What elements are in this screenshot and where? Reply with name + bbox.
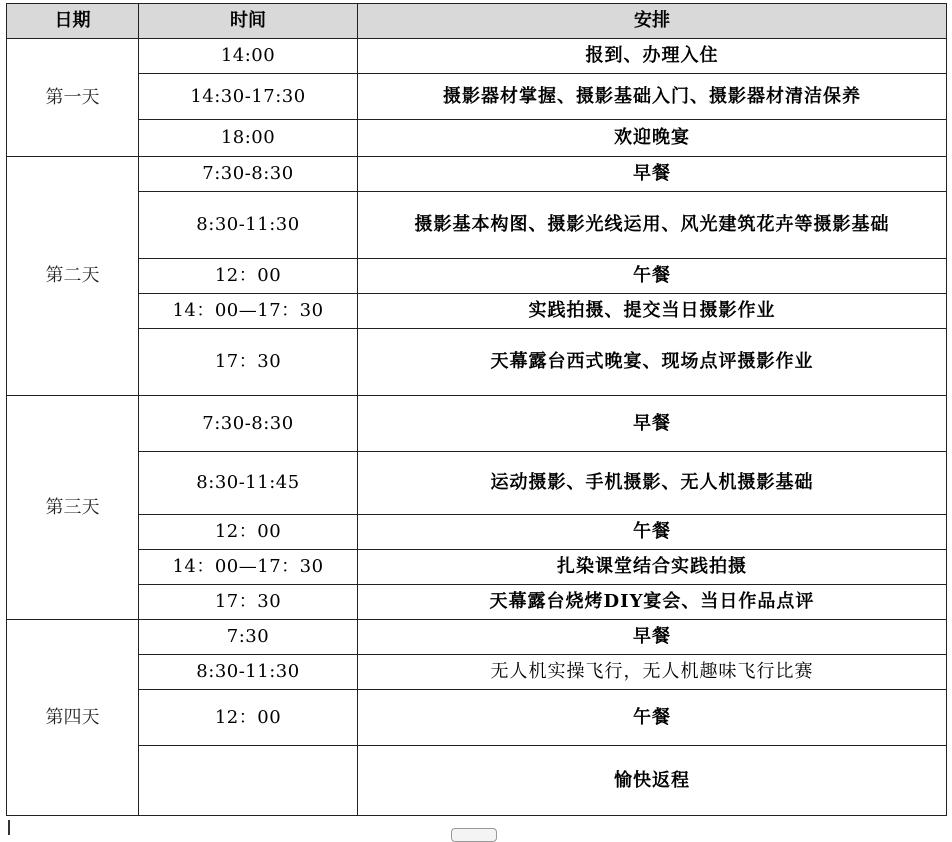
table-row (7, 655, 947, 690)
plan-cell: 欢迎晚宴 (358, 120, 947, 157)
time-cell: 14:30-17:30 (139, 74, 358, 120)
table-row (7, 74, 947, 120)
table-row (7, 294, 947, 329)
plan-cell: 扎染课堂结合实践拍摄 (358, 550, 947, 585)
plan-cell: 早餐 (358, 157, 947, 192)
plan-cell: 午餐 (358, 515, 947, 550)
plan-cell: 天幕露台西式晚宴、现场点评摄影作业 (358, 329, 947, 396)
time-cell: 18:00 (139, 120, 358, 157)
plan-cell: 午餐 (358, 259, 947, 294)
time-cell: 7:30-8:30 (139, 157, 358, 192)
floating-handle[interactable] (451, 828, 497, 842)
table-row (7, 259, 947, 294)
table-row (7, 690, 947, 746)
plan-cell: 摄影基本构图、摄影光线运用、风光建筑花卉等摄影基础 (358, 192, 947, 259)
text-cursor (8, 820, 10, 835)
time-cell: 17：30 (139, 585, 358, 620)
day-label: 第一天 (7, 39, 139, 157)
table-row (7, 39, 947, 74)
table-row (7, 192, 947, 259)
time-cell (139, 746, 358, 816)
table-row (7, 550, 947, 585)
plan-cell: 运动摄影、手机摄影、无人机摄影基础 (358, 452, 947, 515)
time-cell: 12：00 (139, 259, 358, 294)
plan-cell: 实践拍摄、提交当日摄影作业 (358, 294, 947, 329)
day-label: 第二天 (7, 157, 139, 396)
time-cell: 14：00—17：30 (139, 294, 358, 329)
plan-cell: 报到、办理入住 (358, 39, 947, 74)
table-row (7, 120, 947, 157)
plan-cell: 早餐 (358, 396, 947, 452)
table-row (7, 746, 947, 816)
header-date: 日期 (7, 4, 139, 39)
table-row (7, 515, 947, 550)
time-cell: 7:30 (139, 620, 358, 655)
time-cell: 12：00 (139, 515, 358, 550)
time-cell: 14：00—17：30 (139, 550, 358, 585)
time-cell: 8:30-11:30 (139, 655, 358, 690)
day-label: 第四天 (7, 620, 139, 816)
time-cell: 12：00 (139, 690, 358, 746)
header-plan: 安排 (358, 4, 947, 39)
plan-cell: 天幕露台烧烤DIY宴会、当日作品点评 (358, 585, 947, 620)
table-row (7, 157, 947, 192)
time-cell: 8:30-11:30 (139, 192, 358, 259)
time-cell: 14:00 (139, 39, 358, 74)
schedule-table (6, 3, 947, 816)
plan-cell: 午餐 (358, 690, 947, 746)
plan-cell: 愉快返程 (358, 746, 947, 816)
table-row (7, 585, 947, 620)
plan-cell: 摄影器材掌握、摄影基础入门、摄影器材清洁保养 (358, 74, 947, 120)
table-row (7, 329, 947, 396)
plan-cell: 无人机实操飞行，无人机趣味飞行比赛 (358, 655, 947, 690)
day-label: 第三天 (7, 396, 139, 620)
header-row (7, 4, 947, 39)
table-row (7, 452, 947, 515)
table-row (7, 396, 947, 452)
plan-cell: 早餐 (358, 620, 947, 655)
time-cell: 7:30-8:30 (139, 396, 358, 452)
time-cell: 17：30 (139, 329, 358, 396)
header-time: 时间 (139, 4, 358, 39)
time-cell: 8:30-11:45 (139, 452, 358, 515)
table-row (7, 620, 947, 655)
